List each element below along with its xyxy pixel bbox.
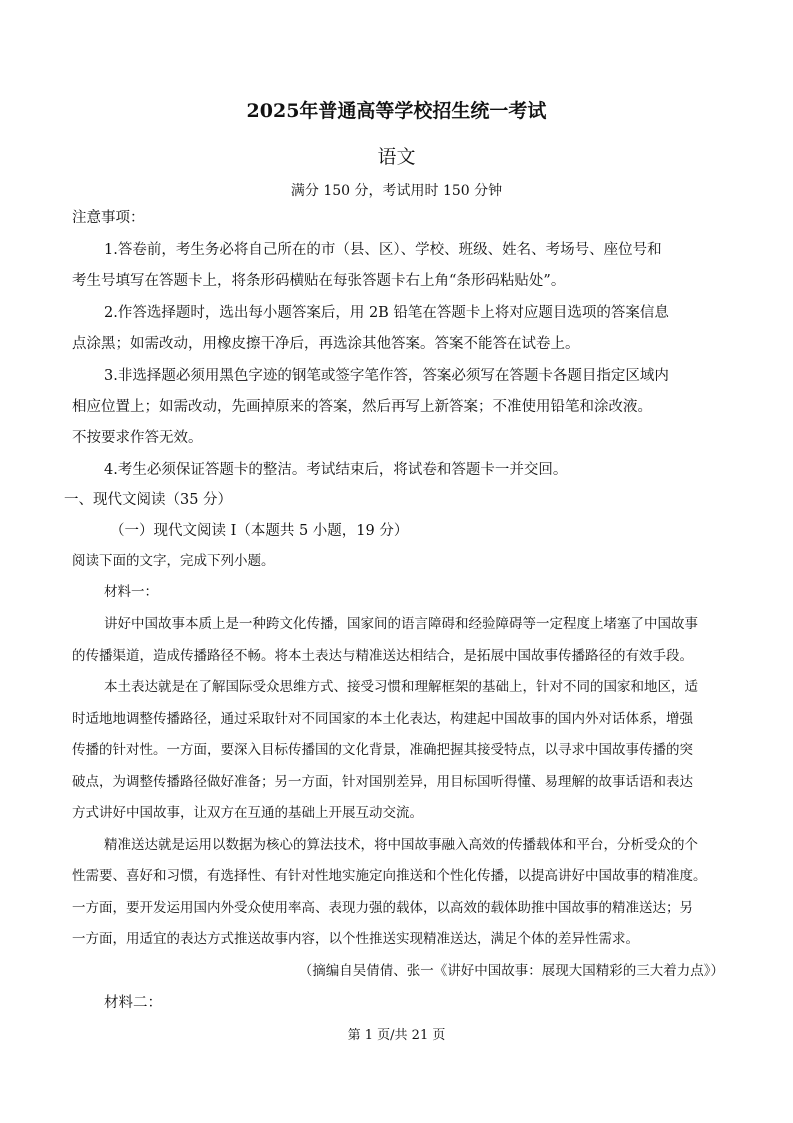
notice-line: 相应位置上；如需改动，先画掉原来的答案，然后再写上新答案；不准使用铅笔和涂改液。 — [72, 399, 652, 415]
material-line: 一方面，要开发运用国内外受众使用率高、表现力强的载体，以高效的载体助推中国故事的精准送达；另 — [72, 900, 693, 916]
score-info: 满分 150 分，考试用时 150 分钟 — [290, 183, 503, 199]
notice-line: 考生号填写在答题卡上，将条形码横贴在每张答题卡右上角“条形码粘贴处”。 — [72, 273, 566, 289]
material-label: 材料一： — [104, 584, 158, 600]
subsection-heading: （一）现代文阅读 I（本题共 5 小题，19 分） — [110, 523, 409, 539]
notice-line: 4.考生必须保证答题卡的整洁。考试结束后，将试卷和答题卡一并交回。 — [104, 462, 568, 478]
subject-title: 语文 — [377, 146, 416, 168]
material-line: 方式讲好中国故事，让双方在互通的基础上开展互动交流。 — [72, 805, 423, 821]
material-line: 破点，为调整传播路径做好准备；另一方面，针对国别差异，用目标国听得懂、易理解的故事话语和表达 — [72, 774, 693, 790]
material-line: 时适地地调整传播路径，通过采取针对不同国家的本土化表达，构建起中国故事的国内外对话体系，增强 — [72, 711, 693, 727]
notice-line: 3.非选择题必须用黑色字迹的钢笔或签字笔作答，答案必须写在答题卡各题目指定区域内 — [104, 368, 669, 384]
notice-heading: 注意事项： — [72, 210, 145, 226]
exam-title: 2025年普通高等学校招生统一考试 — [246, 100, 547, 122]
notice-line: 1.答卷前，考生务必将自己所在的市（县、区）、学校、班级、姓名、考场号、座位号和 — [104, 242, 662, 258]
reading-instruction: 阅读下面的文字，完成下列小题。 — [72, 553, 275, 569]
material-line: 性需要、喜好和习惯，有选择性、有针对性地实施定向推送和个性化传播，以提高讲好中国故事的精准度。 — [72, 868, 707, 884]
notice-line: 2.作答选择题时，选出每小题答案后，用 2B 铅笔在答题卡上将对应题目选项的答案信息 — [104, 305, 669, 321]
material-label: 材料二： — [104, 995, 162, 1011]
section-heading: 一、现代文阅读（35 分） — [64, 492, 233, 508]
material-source: （摘编自吴倩倩、张一《讲好中国故事：展现大国精彩的三大着力点》） — [298, 963, 724, 979]
material-line: 本土表达就是在了解国际受众思维方式、接受习惯和理解框架的基础上，针对不同的国家和地区，适 — [104, 679, 698, 695]
page-number: 第 1 页/共 21 页 — [347, 1028, 446, 1043]
notice-line: 点涂黑；如需改动，用橡皮擦干净后，再选涂其他答案。答案不能答在试卷上。 — [72, 336, 580, 352]
material-line: 一方面，用适宜的表达方式推送故事内容，以个性推送实现精准送达，满足个体的差异性需求。 — [72, 931, 639, 947]
material-line: 精准送达就是运用以数据为核心的算法技术，将中国故事融入高效的传播载体和平台，分析受众的个 — [104, 837, 698, 853]
material-line: 传播的针对性。一方面，要深入目标传播国的文化背景，准确把握其接受特点，以寻求中国故事传播的突 — [72, 742, 693, 758]
material-line: 的传播渠道，造成传播路径不畅。将本土表达与精准送达相结合，是拓展中国故事传播路径的有效手段。 — [72, 648, 693, 664]
notice-line: 不按要求作答无效。 — [72, 430, 203, 446]
material-line: 讲好中国故事本质上是一种跨文化传播，国家间的语言障碍和经验障碍等一定程度上堵塞了中国故事 — [104, 616, 698, 632]
